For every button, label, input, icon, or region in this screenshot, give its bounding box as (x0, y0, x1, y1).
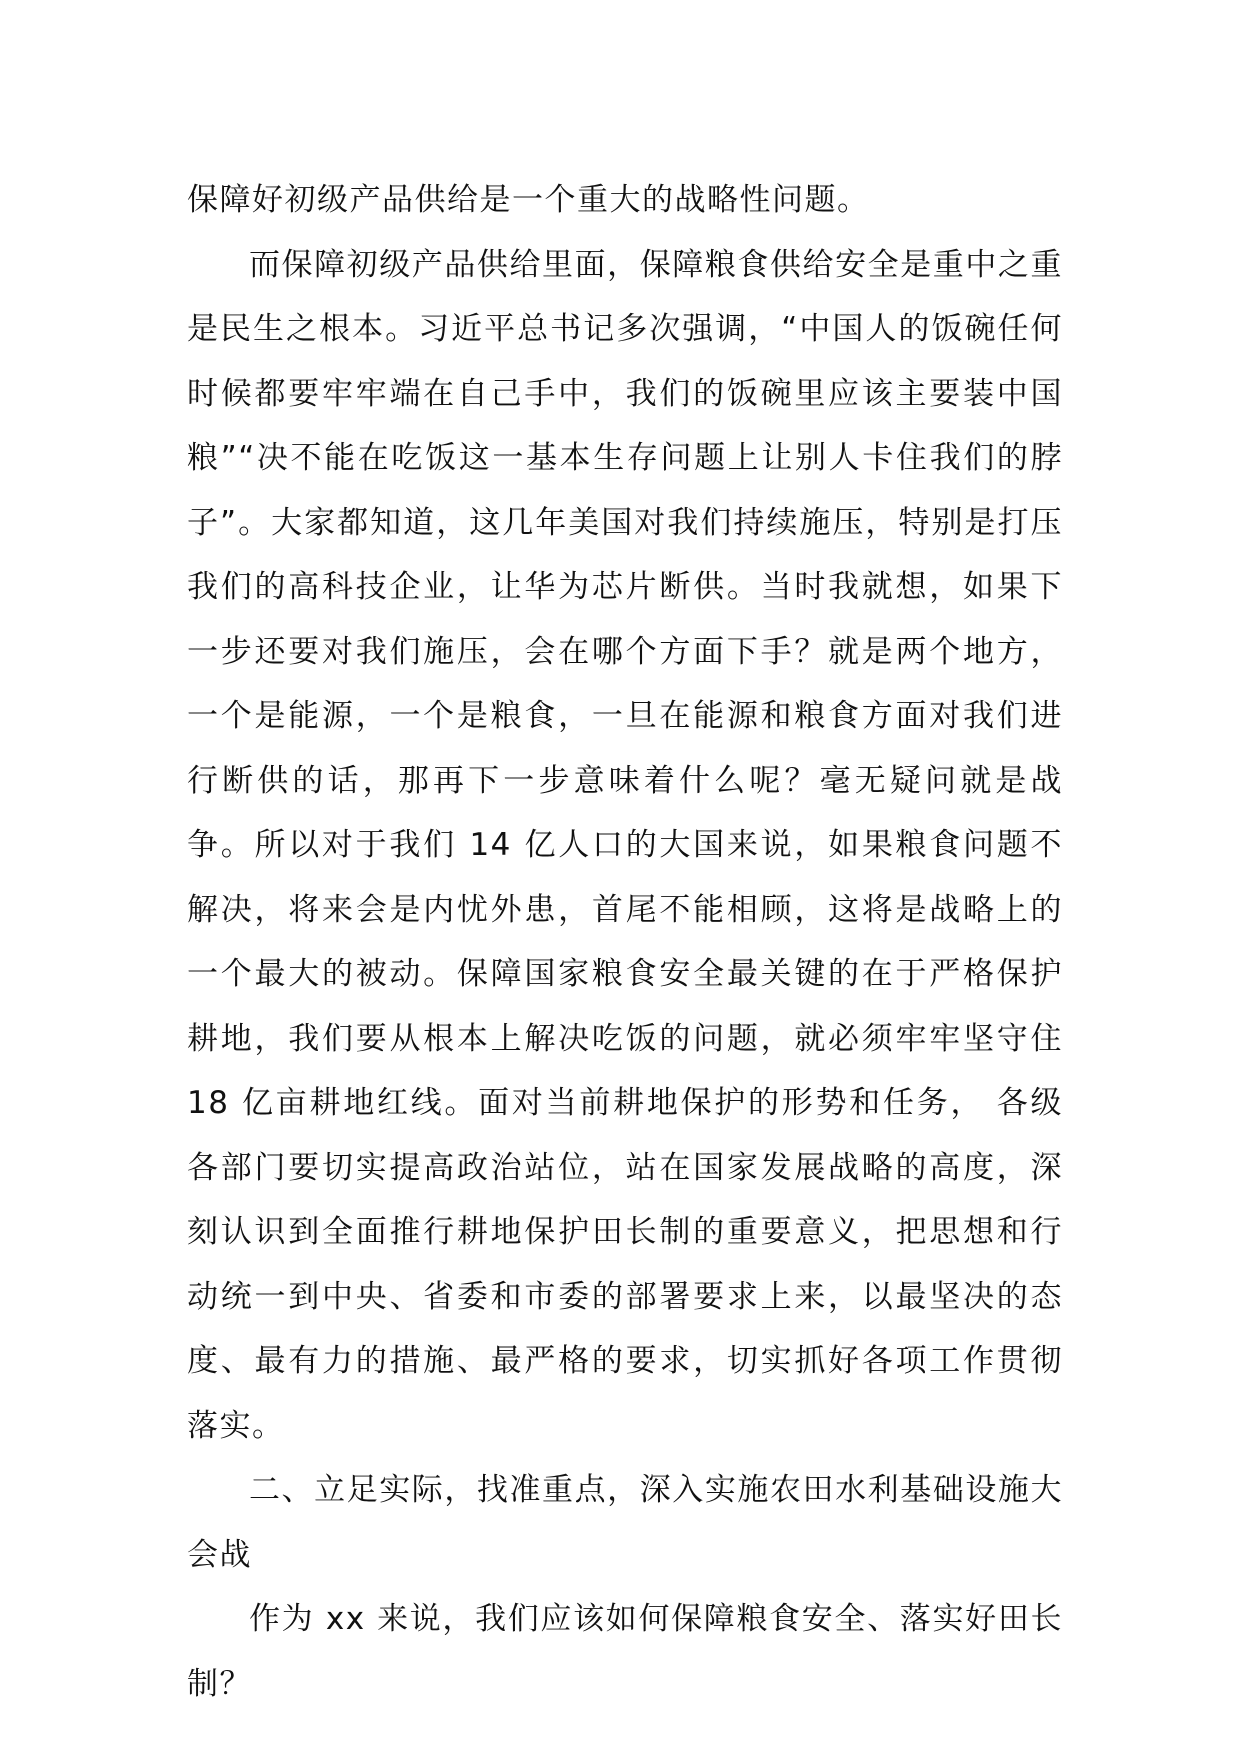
paragraph-continuation: 保障好初级产品供给是一个重大的战略性问题。 (187, 182, 870, 218)
document-body (187, 168, 1063, 1716)
paragraph-food-security: 而保障初级产品供给里面，保障粮食供给安全是重中之重是民生之根本。习近平总书记多次强调，“中国人的饭碗任何时候都要牢牢端在自己手中，我们的饭碗里应该主要装中国粮”“决不能在吃饭这一基本生存问题上让别人卡住我们的脖子”。大家都知道，这几年美国对我们持续施压，特别是打压我们的高科技企业，让华为芯片断供。当时我就想，如果下一步还要对我们施压，会在哪个方面下手？就是两个地方，一个是能源，一个是粮食，一旦在能源和粮食方面对我们进行断供的话，那再下一步意味着什么呢？毫无疑问就是战争。所以对于我们 14 亿人口的大国来说，如果粮食问题不解决，将来会是内忧外患，首尾不能相顾，这将是战略上的一个最大的被动。保障国家粮食安全最关键的在于严格保护耕地，我们要从根本上解决吃饭的问题，就必须牢牢坚守住 18 亿亩耕地红线。面对当前耕地保护的形势和任务， 各级各部门要切实提高政治站位，站在国家发展战略的高度，深刻认识到全面推行耕地保护田长制的重要意义，把思想和行动统一到中央、省委和市委的部署要求上来，以最坚决的态度、最有力的措施、最严格的要求，切实抓好各项工作贯彻落实。 (187, 246, 1063, 1444)
paragraph-question: 作为 xx 来说，我们应该如何保障粮食安全、落实好田长制？ (187, 1601, 1063, 1702)
section-heading-two: 二、立足实际，找准重点，深入实施农田水利基础设施大会战 (187, 1472, 1063, 1573)
